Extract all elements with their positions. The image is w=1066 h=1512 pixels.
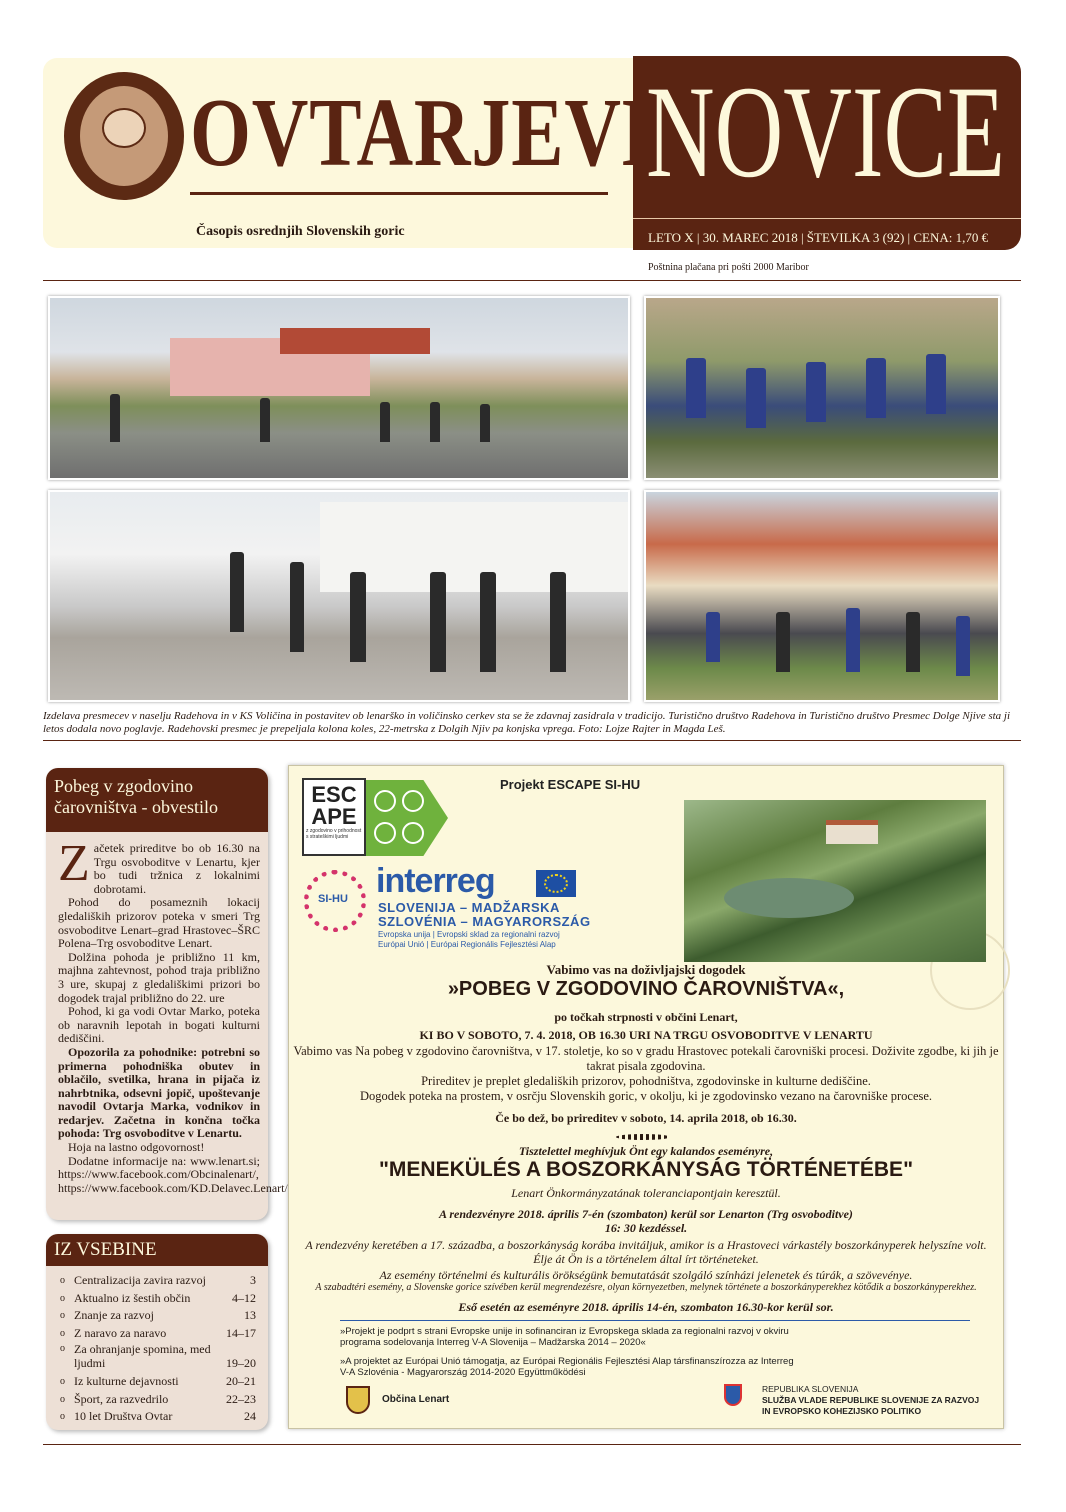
ad-headline: »POBEG V ZGODOVINO ČAROVNIŠTVA«, bbox=[447, 978, 845, 1000]
dropcap: Z bbox=[58, 835, 90, 892]
article-body bbox=[58, 835, 288, 1195]
ad-rain-note: Če bo dež, bo prireditev v soboto, 14. aprila 2018, ob 16.30. bbox=[495, 1111, 797, 1125]
masthead-rule bbox=[190, 192, 608, 195]
article-p1: ačetek prireditve bo ob 16.30 na Trgu osvoboditve v Lenartu, kjer bo tudi tržnica z lokalnimi dobrotami. bbox=[93, 841, 260, 896]
photo-horse-cart-procession bbox=[48, 490, 630, 702]
rs-line2: SLUŽBA VLADE REPUBLIKE SLOVENIJE ZA RAZVOJ bbox=[762, 1395, 980, 1405]
ad-hu-invite: Tisztelettel meghívjuk Önt egy kalandos eseményre, bbox=[518, 1144, 774, 1158]
eu-stars-icon bbox=[544, 874, 568, 893]
castle-building bbox=[826, 820, 878, 844]
ad-invite: Vabimo vas na doživljajski dogodek bbox=[546, 962, 746, 977]
interreg-line1: SLOVENIJA – MADŽARSKA bbox=[378, 900, 560, 915]
ad-hu-date: A rendezvényre 2018. április 7-én (szombaton) kerül sor Lenarton (Trg osvoboditve) 16: 30 kezdéssel. bbox=[439, 1207, 853, 1235]
article-p2: Pohod do posameznih lokacij gledaliških prizorov poteka v smeri Trg osvoboditve Lenart–grad Hrastovec–ŠRC Polena–Trg osvoboditve Lenart. bbox=[58, 895, 260, 951]
bullet-icon: o bbox=[60, 1393, 65, 1405]
toc-title: IZ VSEBINE bbox=[54, 1239, 157, 1260]
toc-item[interactable]: o Znanje za razvoj 13 bbox=[60, 1307, 256, 1325]
lenart-crest-icon bbox=[346, 1386, 370, 1414]
ad-when: KI BO V SOBOTO, 7. 4. 2018, OB 16.30 URI NA TRGU OSVOBODITVE V LENARTU bbox=[419, 1028, 873, 1042]
article-p3: Dolžina pohoda je približno 11 km, majhna zahtevnost, pohod traja približno 3 ure, skupaj z gledališkimi prizori bo dogodek trajal približno do 22. ure bbox=[58, 949, 260, 1005]
interreg-line4: Európai Unió | Európai Regionális Fejlesztési Alap bbox=[378, 940, 556, 949]
toc-item[interactable]: o Šport, za razvedrilo 22–23 bbox=[60, 1391, 256, 1409]
mid-divider bbox=[43, 740, 1021, 741]
sihu-logo-text: SI-HU bbox=[318, 893, 348, 905]
top-divider bbox=[43, 280, 1021, 281]
bullet-icon: o bbox=[60, 1275, 65, 1286]
ad-hu-line3: Lenart Önkormányzatának toleranciapontjain keresztül. bbox=[511, 1186, 781, 1200]
photo-group-building bbox=[644, 490, 1000, 702]
article-p4: Pohod, ki ga vodi Ovtar Marko, poteka ob naravnih lepotah in bogati kulturni dediščini. bbox=[58, 1004, 260, 1046]
issue-rule bbox=[633, 218, 1021, 219]
interreg-logo: interreg bbox=[376, 862, 495, 900]
interreg-line3: Evropska unija | Evropski sklad za regionalni razvoj bbox=[378, 930, 560, 939]
toc-item[interactable]: o Z naravo za naravo 14–17 bbox=[60, 1325, 256, 1343]
bullet-icon: o bbox=[60, 1411, 65, 1422]
toc-item[interactable]: o Centralizacija zavira razvoj 3 bbox=[60, 1272, 256, 1290]
photo-radehova-bicycles bbox=[48, 296, 630, 480]
ad-hu-rain: Eső esetén az eseményre 2018. április 14-én, szombaton 16.30-kor kerül sor. bbox=[458, 1300, 834, 1314]
rs-line1: REPUBLIKA SLOVENIJA bbox=[762, 1384, 859, 1394]
article-p6: Hoja na lastno odgovornost! bbox=[68, 1140, 205, 1155]
masthead-title-right: NOVICE bbox=[646, 58, 1005, 205]
ad-funding-hu: »A projektet az Európai Unió támogatja, az Európai Regionális Fejlesztési Alap társfinanszírozza az Interreg V-A Szlovénia - Magyarország 2014-2020 Együttműködési bbox=[340, 1356, 794, 1378]
bullet-icon: o bbox=[60, 1310, 65, 1321]
postage-note: Poštnina plačana pri pošti 2000 Maribor bbox=[648, 262, 809, 273]
lake-shape bbox=[724, 878, 854, 918]
bullet-icon: o bbox=[60, 1376, 65, 1387]
ovtar-face-icon bbox=[102, 108, 146, 148]
article-p5: Opozorila za pohodnike: potrebni so primerna pohodniška obutev in oblačilo, svetilka, hrana in pijača iz nahrbtnika, odsevni jopič, upoštevanje navodil Ovtarja Marka, vodnikov in redarjev. Začetna in končna točka pohoda: Trg osvoboditve v Lenartu. bbox=[58, 1044, 260, 1141]
lenart-label: Občina Lenart bbox=[382, 1394, 450, 1405]
toc-item[interactable]: o Aktualno iz šestih občin 4–12 bbox=[60, 1290, 256, 1308]
photo-caption: Izdelava presmecev v naselju Radehova in v KS Voličina in postavitev ob lenarško in voličinsko cerkev sta se že zdavnaj zasidrala v tradicijo. Turistično društvo Radehova in Turistično društvo Presmec Dolge Njive sta ji letos dodala novo poglavje. Radehovski presmec je prepeljala kolona koles, 22-metrska z Dolgih Njiv pa konjska vprega. Foto: Lojze Rajter in Magda Leš. bbox=[43, 710, 1011, 735]
bullet-icon: o bbox=[60, 1343, 65, 1354]
rs-line3: IN EVROPSKO KOHEZIJSKO POLITIKO bbox=[762, 1406, 922, 1416]
bullet-icon: o bbox=[60, 1292, 65, 1304]
ad-body: Vabimo vas Na pobeg v zgodovino čarovništva, v 17. stoletje, ko so v gradu Hrastovec potekali čarovniški procesi. Doživite zgodbe, ki jih je takrat pisala zgodovina. Prireditev je preplet gledaliških prizorov, pohodništva, zgodovinske in kulturne dediščine. Dogodek poteka na prostem, v osrčju Slovenskih goric, v okolju, ki je zgodovinsko vezano na čarovniške procese. bbox=[293, 1044, 999, 1103]
escape-logo: ESC APE bbox=[302, 778, 366, 856]
article-p7: Dodatne informacije na: www.lenart.si; https://www.facebook.com/Obcinalenart/, https://www.facebook.com/KD.Delavec.Lenart/ bbox=[58, 1153, 288, 1195]
ad-hu-line7: A szabadtéri esemény, a Slovenske gorice szívében kerül megrendezésre, olyan környezetben, melynek története a boszorkányperekhez kötődik a boszorkányperekhez. bbox=[315, 1282, 977, 1293]
ad-funding-si: »Projekt je podprt s strani Evropske unije in sofinanciran iz Evropskega sklada za regionalni razvoj v okviru programa sodelovanja Interreg V-A Slovenija – Madžarska 2014 – 2020« bbox=[340, 1326, 789, 1348]
ad-rule bbox=[340, 1320, 970, 1321]
ad-hu-body: A rendezvény keretében a 17. századba, a boszorkányság korába invitáljuk, amikor is a Hrastoveci várkastély boszorkányperek helyszíne volt. Élje át Ön is a történelem által írt történeteket. bbox=[305, 1238, 987, 1266]
toc-item[interactable]: o Za ohranjanje spomina, med ljudmi 19–20 bbox=[60, 1342, 256, 1370]
masthead-title-left: OVTARJEVE bbox=[190, 79, 675, 187]
escape-logo-sub: z zgodovino v prihodnost s strateškimi ljudmi bbox=[306, 828, 362, 840]
ad-hu-headline: "MENEKÜLÉS A BOSZORKÁNYSÁG TÖRTÉNETÉBE" bbox=[378, 1158, 914, 1181]
ornament-divider bbox=[616, 1134, 670, 1140]
slovenia-crest-icon bbox=[724, 1384, 742, 1406]
article-title: Pobeg v zgodovino čarovništva - obvestilo bbox=[54, 776, 218, 817]
photo-group-greenery bbox=[644, 296, 1000, 480]
ad-po-tockah: po točkah strpnosti v občini Lenart, bbox=[554, 1010, 738, 1024]
bottom-divider bbox=[43, 1444, 1021, 1445]
bullet-icon: o bbox=[60, 1327, 65, 1339]
masthead-subtitle: Časopis osrednjih Slovenskih goric bbox=[196, 224, 405, 239]
issue-line: LETO X | 30. MAREC 2018 | ŠTEVILKA 3 (92) | CENA: 1,70 € bbox=[648, 230, 989, 245]
interreg-line2: SZLOVÉNIA – MAGYARORSZÁG bbox=[378, 914, 591, 929]
toc-item[interactable]: o 10 let Društva Ovtar 24 bbox=[60, 1408, 256, 1426]
toc-list bbox=[60, 1272, 256, 1426]
ad-hu-line6: Az esemény történelmi és kulturális örökségünk bemutatását szolgáló színházi jelenetek és túrák, a szövevénye. bbox=[379, 1268, 913, 1282]
toc-item[interactable]: o Iz kulturne dejavnosti 20–21 bbox=[60, 1373, 256, 1391]
ad-project-title: Projekt ESCAPE SI-HU bbox=[500, 777, 641, 792]
